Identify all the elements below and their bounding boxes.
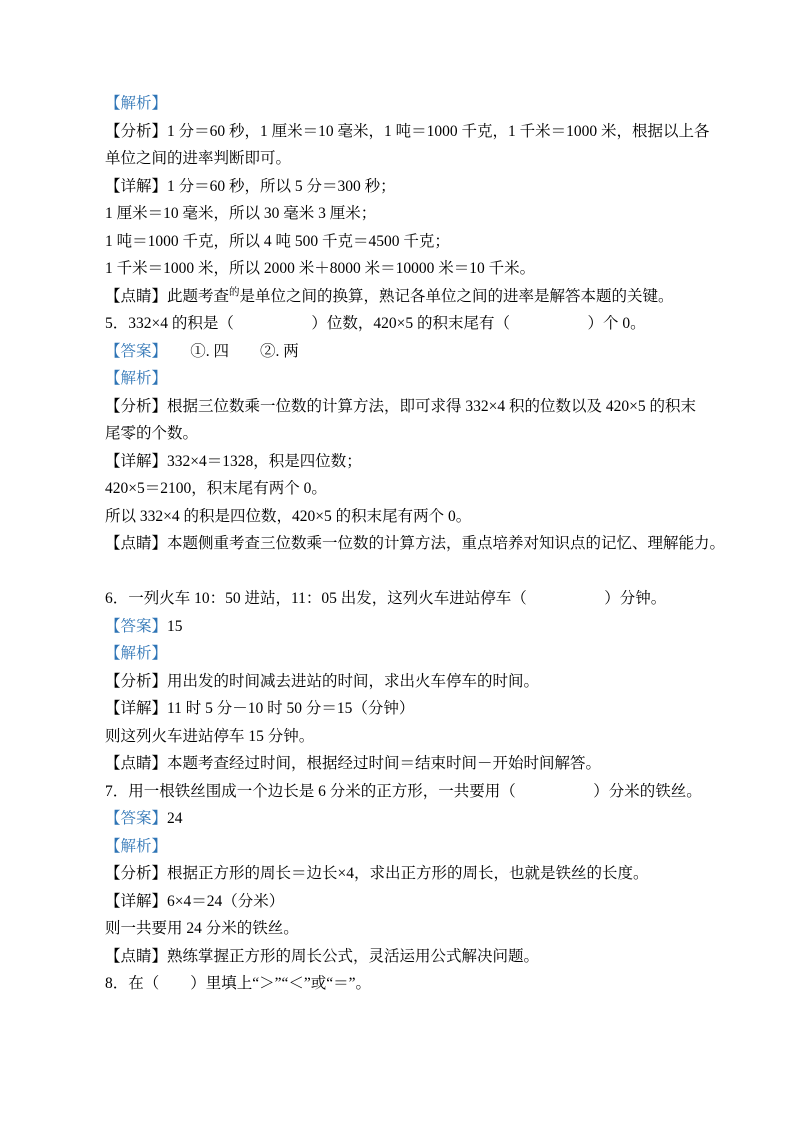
- superscript-text: 的: [229, 286, 240, 298]
- keypoint-line-q6: [105, 750, 725, 778]
- detail-line-q6: [105, 695, 725, 723]
- analysis-line-q6: [105, 668, 725, 696]
- answer-7: [105, 805, 725, 833]
- document-body: [105, 90, 725, 998]
- detail-line-q4: [105, 200, 725, 228]
- analysis-header-q7: [105, 833, 725, 861]
- detail-line-q7: [105, 888, 725, 916]
- analysis-header-q4: [105, 90, 725, 118]
- question-8: [105, 970, 725, 998]
- text-segment: 【分析】用出发的时间减去进站的时间，求出火车停车的时间。: [105, 672, 540, 690]
- text-segment: 【分析】根据三位数乘一位数的计算方法，即可求得 332×4 积的位数以及 420×5 的积末: [105, 397, 696, 415]
- detail-line-q6: [105, 723, 725, 751]
- text-segment: 【点睛】熟练掌握正方形的周长公式，灵活运用公式解决问题。: [105, 947, 540, 965]
- text-segment: 则一共要用 24 分米的铁丝。: [105, 920, 299, 937]
- detail-line-q4: [105, 228, 725, 256]
- text-segment: 7．用一根铁丝围成一个边长是 6 分米的正方形，一共要用（ ）分米的铁丝。: [105, 782, 702, 800]
- text-segment: 【分析】1 分＝60 秒，1 厘米＝10 毫米，1 吨＝1000 千克，1 千米＝1000 米，根据以上各: [105, 122, 710, 140]
- text-segment: 420×5＝2100，积末尾有两个 0。: [105, 480, 327, 497]
- bracket-label: 【答案】: [105, 810, 168, 827]
- text-segment: 24: [167, 810, 183, 827]
- detail-line-q5: [105, 503, 725, 531]
- bracket-label: 【解析】: [105, 370, 168, 387]
- text-segment: 8．在（ ）里填上“＞”“＜”或“＝”。: [105, 975, 372, 992]
- text-segment: 1 厘米＝10 毫米，所以 30 毫米 3 厘米；: [105, 205, 377, 222]
- text-segment: ①. 四 ②. 两: [159, 342, 299, 360]
- bracket-label: 【解析】: [105, 645, 168, 662]
- keypoint-line-q7: [105, 943, 725, 971]
- text-segment: 15: [167, 617, 183, 635]
- text-segment: 【点睛】此题考查: [105, 287, 230, 305]
- answer-5: [105, 338, 725, 366]
- bracket-label: 【解析】: [105, 837, 168, 855]
- text-segment: 1 吨＝1000 千克，所以 4 吨 500 千克＝4500 千克；: [105, 232, 450, 250]
- analysis-line-q7: [105, 860, 725, 888]
- text-segment: 5．332×4 的积是（ ）位数，420×5 的积末尾有（ ）个 0。: [105, 315, 646, 332]
- analysis-line-q4: [105, 118, 725, 146]
- keypoint-line-q5: [105, 530, 725, 558]
- bracket-label: 【答案】: [105, 342, 160, 360]
- analysis-line-q4: [105, 145, 725, 173]
- question-5: [105, 310, 725, 338]
- text-segment: 【点睛】本题侧重考查三位数乘一位数的计算方法，重点培养对知识点的记忆、理解能力。: [105, 535, 726, 552]
- text-segment: 【详解】332×4＝1328，积是四位数；: [105, 452, 362, 470]
- text-segment: 【详解】6×4＝24（分米）: [105, 892, 285, 910]
- bracket-label: 【答案】: [105, 617, 168, 635]
- text-segment: 单位之间的进率判断即可。: [105, 150, 292, 167]
- text-segment: 尾零的个数。: [105, 425, 199, 442]
- text-segment: 是单位之间的换算，熟记各单位之间的进率是解答本题的关键。: [239, 287, 674, 305]
- detail-line-q5: [105, 448, 725, 476]
- question-6: [105, 585, 725, 613]
- keypoint-line-q4: [105, 283, 725, 311]
- text-segment: 【详解】1 分＝60 秒，所以 5 分＝300 秒；: [105, 177, 396, 195]
- answer-6: [105, 613, 725, 641]
- text-segment: 则这列火车进站停车 15 分钟。: [105, 727, 315, 745]
- analysis-line-q5: [105, 393, 725, 421]
- text-segment: 6．一列火车 10：50 进站，11：05 出发，这列火车进站停车（ ）分钟。: [105, 590, 667, 607]
- question-7: [105, 778, 725, 806]
- bracket-label: 【解析】: [105, 95, 168, 112]
- blank-line: [105, 558, 725, 586]
- text-segment: 所以 332×4 的积是四位数，420×5 的积末尾有两个 0。: [105, 507, 472, 525]
- text-segment: 【分析】根据正方形的周长＝边长×4，求出正方形的周长，也就是铁丝的长度。: [105, 865, 649, 882]
- analysis-header-q6: [105, 640, 725, 668]
- detail-line-q7: [105, 915, 725, 943]
- detail-line-q4: [105, 255, 725, 283]
- text-segment: 【详解】11 时 5 分－10 时 50 分＝15（分钟）: [105, 700, 415, 717]
- detail-line-q4: [105, 173, 725, 201]
- text-segment: 【点睛】本题考查经过时间，根据经过时间＝结束时间－开始时间解答。: [105, 755, 602, 772]
- detail-line-q5: [105, 475, 725, 503]
- analysis-line-q5: [105, 420, 725, 448]
- analysis-header-q5: [105, 365, 725, 393]
- text-segment: 1 千米＝1000 米，所以 2000 米＋8000 米＝10000 米＝10 千米。: [105, 260, 536, 277]
